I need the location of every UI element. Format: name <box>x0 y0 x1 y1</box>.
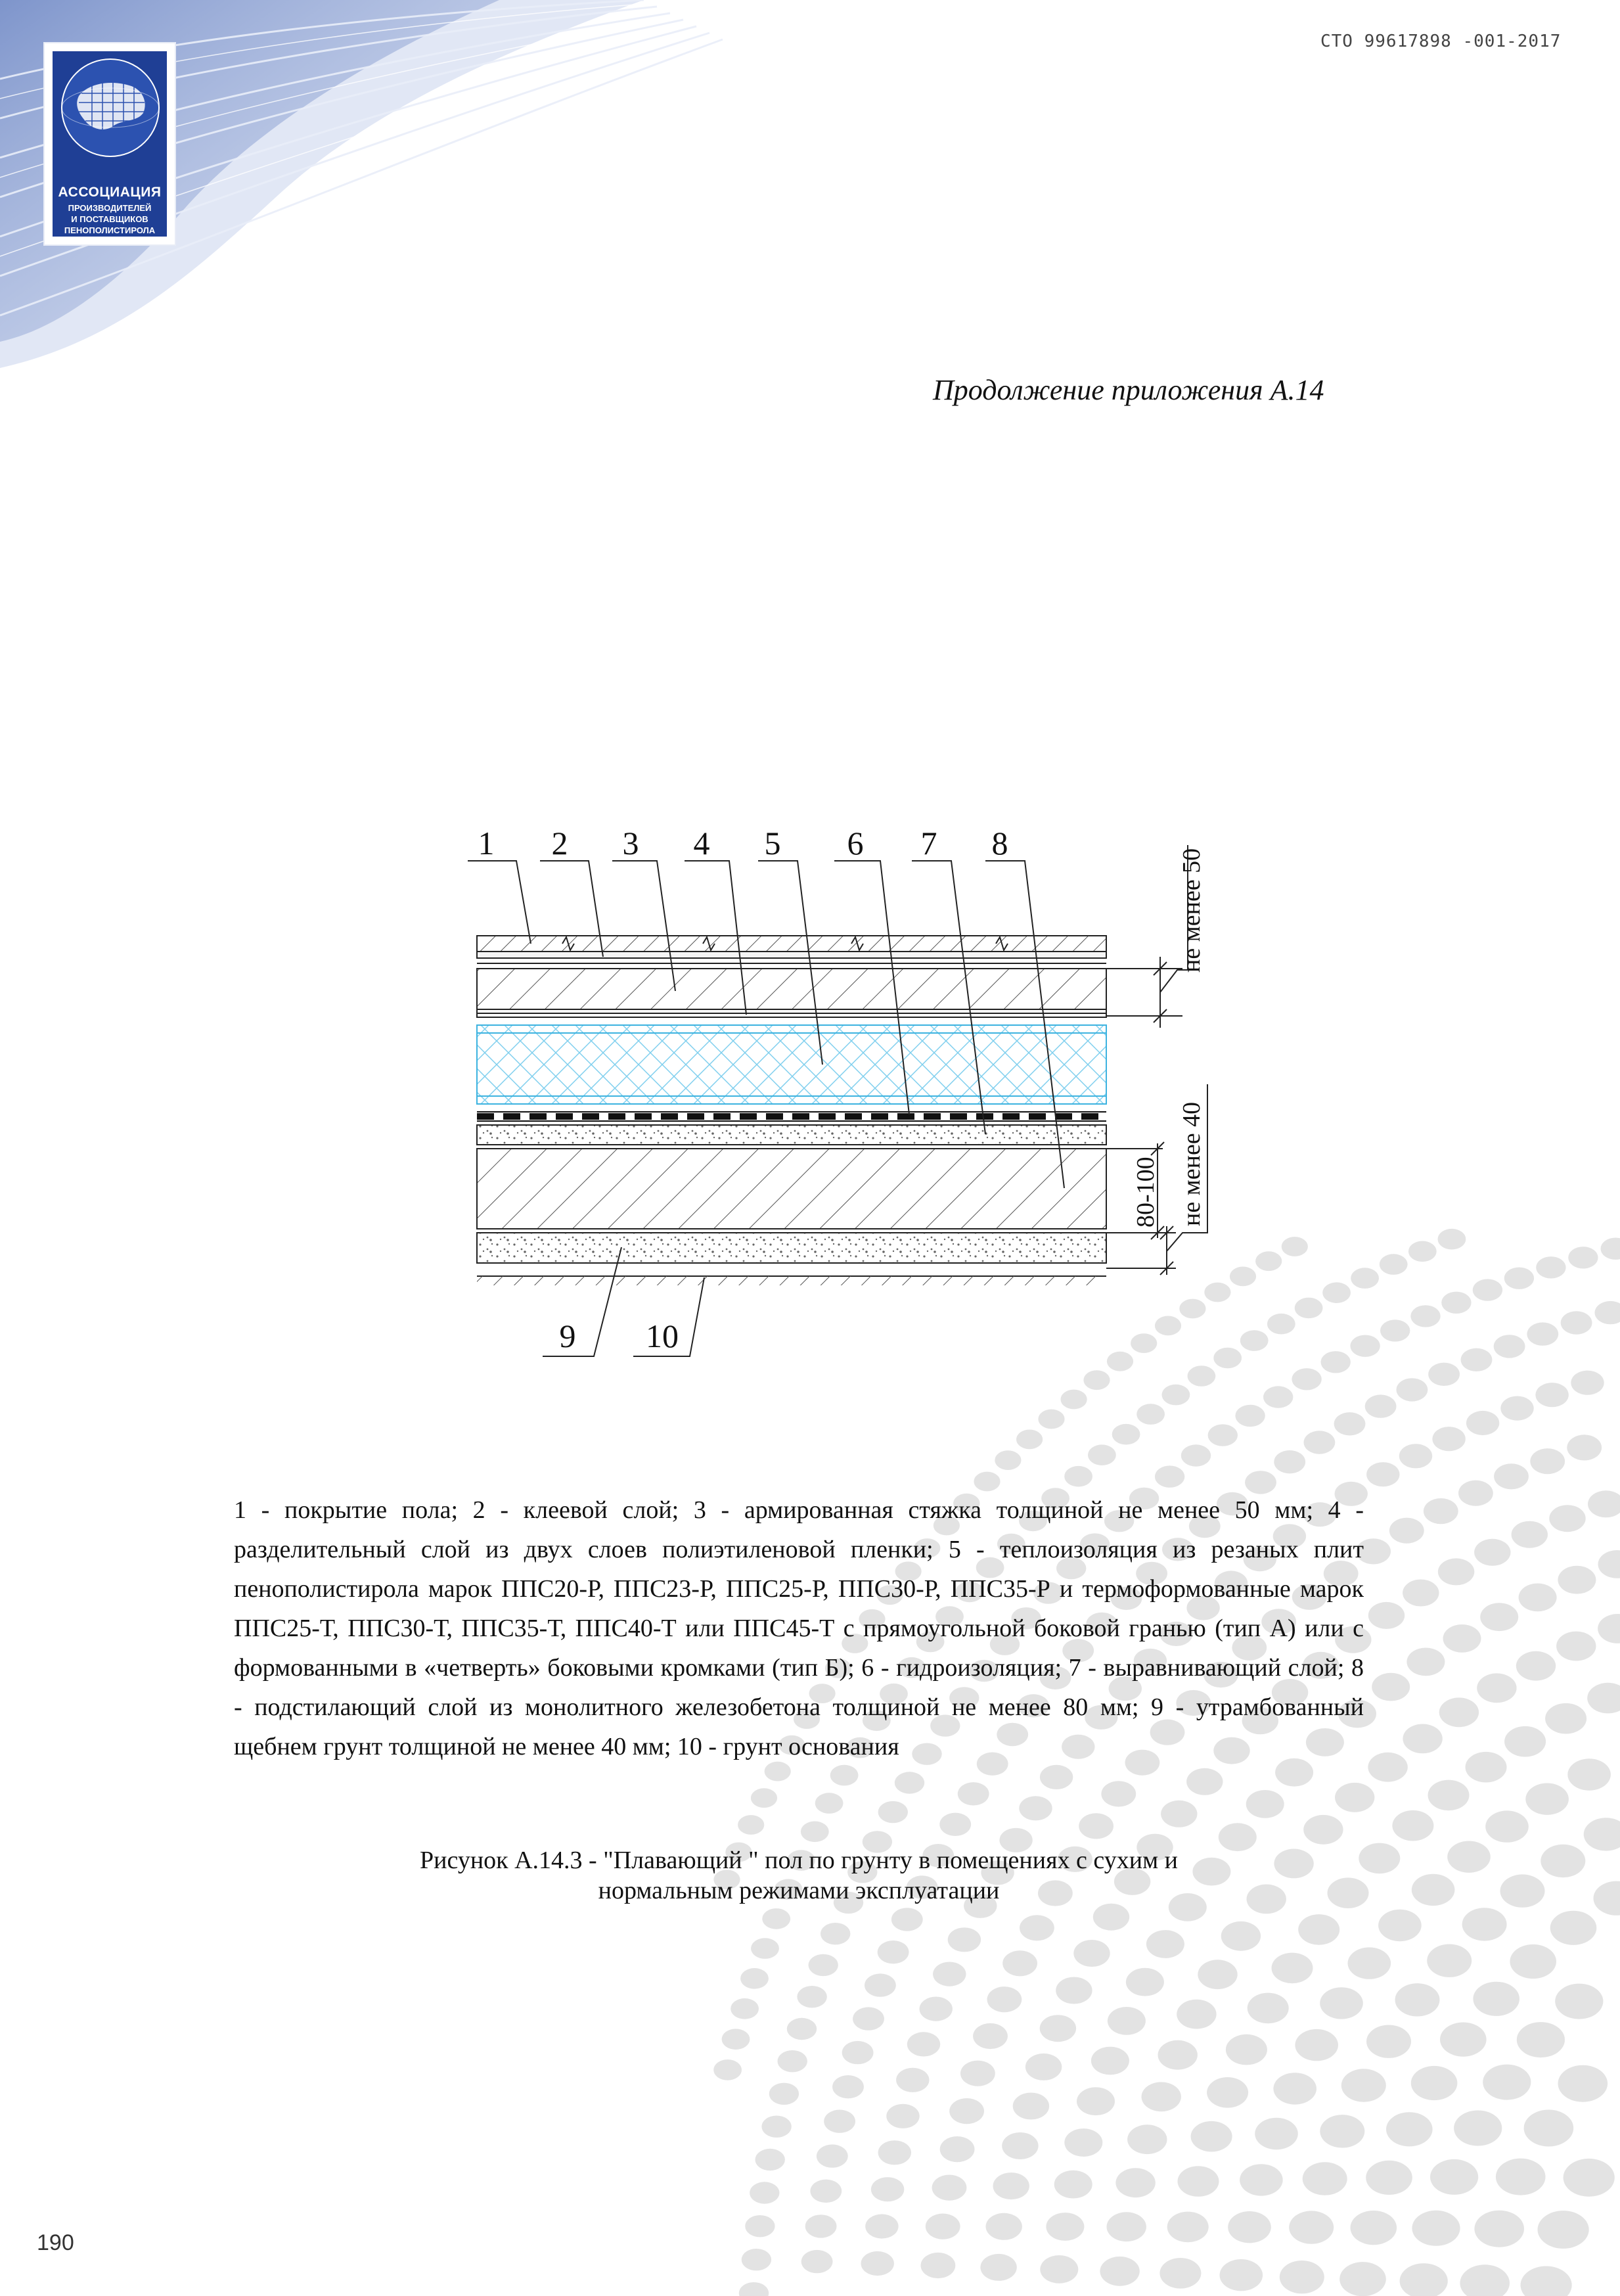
callout-8: 8 <box>991 825 1008 861</box>
page-number: 190 <box>37 2230 74 2255</box>
dimension-screed: не менее 50 <box>1178 848 1205 973</box>
callout-4: 4 <box>693 825 710 861</box>
logo-line: И ПОСТАВЩИКОВ <box>71 214 148 224</box>
layer-compacted-gravel <box>477 1233 1106 1263</box>
appendix-continuation-title: Продолжение приложения А.14 <box>933 374 1324 406</box>
figure-caption-line: нормальным режимами эксплуатации <box>598 1877 1000 1904</box>
dimension-gravel: не менее 40 <box>1178 1101 1205 1226</box>
layer-concrete-slab <box>477 1149 1106 1229</box>
layer-levelling <box>477 1125 1106 1145</box>
document-code: СТО 99617898 -001-2017 <box>1320 32 1562 51</box>
leader-line-1 <box>468 861 531 944</box>
logo-line: ПЕНОПОЛИСТИРОЛА <box>64 225 156 235</box>
dimension-slab-range: 80-100 <box>1132 1157 1159 1228</box>
logo-line: ПРОИЗВОДИТЕЛЕЙ <box>68 203 152 213</box>
callout-7: 7 <box>920 825 937 861</box>
callout-6: 6 <box>847 825 864 861</box>
callout-9: 9 <box>559 1318 576 1354</box>
figure-legend: 1 - покрытие пола; 2 - клеевой слой; 3 - армированная стяжка толщиной не менее 50 мм; 4 - разделительный слой из двух слоев полиэтиленовой пленки; 5 - теплоизоляция из резаных плит пенополистирола марок ППС20-Р, ППС23-Р, ППС25-Р, ППС30-Р, ППС35-Р и термоформованные марок ППС25-Т, ППС30-Т, ППС35-Т, ППС40-Т или ППС45-Т с прямоугольной боковой гранью (тип А) или с формованными в «четверть» боковыми кромками (тип Б); 6 - гидроизоляция; 7 - выравнивающий слой; 8 - подстилающий слой из монолитного железобетона толщиной не менее 80 мм; 9 - утрамбованный щебнем грунт толщиной не менее 40 мм; 10 - грунт основания <box>234 1496 1364 1760</box>
logo-title: АССОЦИАЦИЯ <box>58 185 162 200</box>
layer-reinforced-screed <box>477 969 1106 1009</box>
callout-3: 3 <box>622 825 639 861</box>
figure-caption-line: Рисунок А.14.3 - "Плавающий " пол по грунту в помещениях с сухим и <box>419 1847 1178 1874</box>
layer-adhesive <box>477 952 1106 958</box>
callout-10: 10 <box>646 1318 679 1354</box>
layer-insulation <box>477 1025 1106 1104</box>
layer-waterproofing <box>477 1112 1106 1121</box>
callout-2: 2 <box>551 825 568 861</box>
figure-caption <box>234 1845 1364 1906</box>
layer-ground <box>477 1276 1106 1285</box>
callout-5: 5 <box>764 825 781 861</box>
callout-1: 1 <box>478 825 495 861</box>
